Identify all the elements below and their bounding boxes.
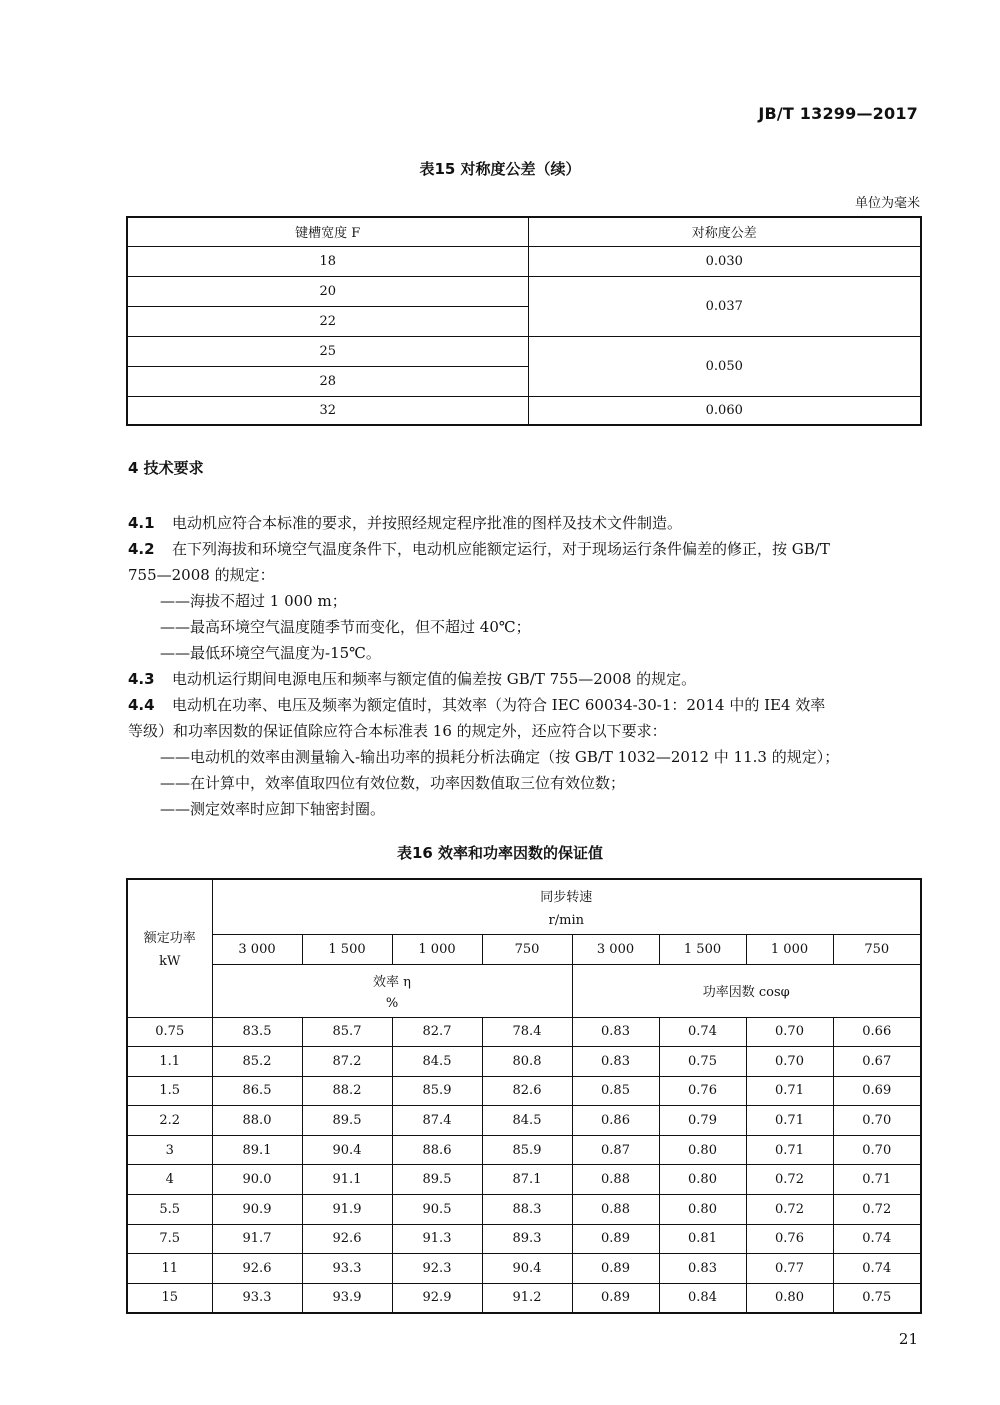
efficiency-cell: 85.9 — [392, 1076, 482, 1106]
table-row — [127, 1224, 921, 1254]
power-factor-cell: 0.81 — [659, 1224, 746, 1254]
rated-power-cell: 1.5 — [127, 1076, 212, 1106]
power-factor-cell: 0.70 — [746, 1017, 833, 1047]
efficiency-cell: 91.1 — [302, 1165, 392, 1195]
power-factor-cell: 0.83 — [659, 1254, 746, 1284]
speed-value: 750 — [833, 934, 921, 964]
efficiency-cell: 84.5 — [392, 1047, 482, 1077]
table15-caption: 表15 对称度公差（续） — [419, 160, 581, 178]
efficiency-cell: 91.2 — [482, 1283, 572, 1313]
power-factor-cell: 0.69 — [833, 1076, 921, 1106]
section-4-title: 4 技术要求 — [128, 459, 204, 477]
clause-number: 4.1 — [128, 514, 155, 532]
power-factor-cell: 0.89 — [572, 1283, 659, 1313]
efficiency-cell: 80.8 — [482, 1047, 572, 1077]
efficiency-cell: 88.0 — [212, 1106, 302, 1136]
clause-text: 电动机运行期间电源电压和频率与额定值的偏差按 GB/T 755—2008 的规定。 — [172, 670, 697, 688]
power-factor-cell: 0.71 — [833, 1165, 921, 1195]
efficiency-cell: 92.6 — [212, 1254, 302, 1284]
rated-power-cell: 3 — [127, 1135, 212, 1165]
efficiency-cell: 90.9 — [212, 1195, 302, 1225]
efficiency-cell: 92.3 — [392, 1254, 482, 1284]
clause-4-4 — [128, 694, 825, 715]
clause-number: 4.2 — [128, 540, 155, 558]
list-item: ——最低环境空气温度为-15℃。 — [160, 644, 381, 662]
power-factor-cell: 0.83 — [572, 1017, 659, 1047]
efficiency-cell: 92.9 — [392, 1283, 482, 1313]
table15-header-tolerance: 对称度公差 — [528, 217, 921, 246]
efficiency-cell: 90.0 — [212, 1165, 302, 1195]
power-factor-cell: 0.67 — [833, 1047, 921, 1077]
speed-header — [212, 879, 921, 934]
speed-value: 1 500 — [302, 934, 392, 964]
table15 — [126, 216, 922, 426]
speed-value: 1 500 — [659, 934, 746, 964]
power-factor-cell: 0.72 — [833, 1195, 921, 1225]
rated-power-cell: 2.2 — [127, 1106, 212, 1136]
power-factor-cell: 0.88 — [572, 1165, 659, 1195]
clause-text: 电动机在功率、电压及频率为额定值时，其效率（为符合 IEC 60034-30-1：2014 中的 IE4 效率 — [172, 696, 826, 714]
efficiency-cell: 83.5 — [212, 1017, 302, 1047]
power-factor-cell: 0.74 — [659, 1017, 746, 1047]
clause-number: 4.4 — [128, 696, 155, 714]
table-row — [127, 1076, 921, 1106]
efficiency-cell: 93.3 — [212, 1283, 302, 1313]
efficiency-header — [212, 964, 572, 1017]
efficiency-cell: 93.9 — [302, 1283, 392, 1313]
table-row — [127, 1195, 921, 1225]
table15-cell: 20 — [127, 276, 528, 306]
clause-4-2 — [128, 538, 830, 559]
efficiency-cell: 91.3 — [392, 1224, 482, 1254]
document-id: JB/T 13299—2017 — [758, 104, 918, 123]
table15-cell: 0.030 — [528, 246, 921, 276]
clause-4-3 — [128, 668, 696, 689]
rated-power-cell: 1.1 — [127, 1047, 212, 1077]
efficiency-cell: 85.2 — [212, 1047, 302, 1077]
table16-body — [127, 1017, 921, 1313]
speed-value: 750 — [482, 934, 572, 964]
power-factor-cell: 0.74 — [833, 1254, 921, 1284]
power-factor-cell: 0.80 — [746, 1283, 833, 1313]
clause-text: 电动机应符合本标准的要求，并按照经规定程序批准的图样及技术文件制造。 — [172, 514, 683, 532]
power-factor-cell: 0.70 — [746, 1047, 833, 1077]
power-factor-cell: 0.71 — [746, 1076, 833, 1106]
efficiency-cell: 90.5 — [392, 1195, 482, 1225]
table15-cell: 0.037 — [528, 276, 921, 336]
efficiency-cell: 89.3 — [482, 1224, 572, 1254]
efficiency-cell: 88.2 — [302, 1076, 392, 1106]
power-factor-cell: 0.76 — [746, 1224, 833, 1254]
power-factor-cell: 0.72 — [746, 1195, 833, 1225]
power-factor-cell: 0.87 — [572, 1135, 659, 1165]
table16 — [126, 878, 922, 1314]
table-row — [127, 1283, 921, 1313]
speed-value: 1 000 — [746, 934, 833, 964]
power-factor-cell: 0.75 — [659, 1047, 746, 1077]
speed-value: 3 000 — [212, 934, 302, 964]
efficiency-cell: 78.4 — [482, 1017, 572, 1047]
rated-power-cell: 5.5 — [127, 1195, 212, 1225]
efficiency-cell: 89.5 — [392, 1165, 482, 1195]
table-row — [127, 1106, 921, 1136]
power-factor-cell: 0.70 — [833, 1106, 921, 1136]
power-factor-cell: 0.80 — [659, 1165, 746, 1195]
rated-power-cell: 15 — [127, 1283, 212, 1313]
efficiency-cell: 82.6 — [482, 1076, 572, 1106]
rated-power-cell: 0.75 — [127, 1017, 212, 1047]
table15-cell: 28 — [127, 366, 528, 396]
rated-power-cell: 7.5 — [127, 1224, 212, 1254]
table15-cell: 18 — [127, 246, 528, 276]
efficiency-cell: 93.3 — [302, 1254, 392, 1284]
rated-power-header — [127, 879, 212, 1017]
power-factor-cell: 0.76 — [659, 1076, 746, 1106]
efficiency-cell: 88.3 — [482, 1195, 572, 1225]
power-factor-cell: 0.66 — [833, 1017, 921, 1047]
efficiency-cell: 91.7 — [212, 1224, 302, 1254]
efficiency-cell: 86.5 — [212, 1076, 302, 1106]
clause-text-continued: 等级）和功率因数的保证值除应符合本标准表 16 的规定外，还应符合以下要求： — [128, 722, 667, 740]
efficiency-cell: 89.5 — [302, 1106, 392, 1136]
clause-text-continued: 755—2008 的规定： — [128, 566, 275, 584]
table15-cell: 25 — [127, 336, 528, 366]
speed-unit: r/min — [548, 912, 584, 928]
list-item: ——测定效率时应卸下轴密封圈。 — [160, 800, 386, 818]
rated-power-label: 额定功率 — [143, 931, 196, 947]
power-factor-cell: 0.83 — [572, 1047, 659, 1077]
table-row — [127, 1135, 921, 1165]
efficiency-cell: 89.1 — [212, 1135, 302, 1165]
table15-cell: 32 — [127, 396, 528, 425]
efficiency-cell: 87.2 — [302, 1047, 392, 1077]
power-factor-cell: 0.84 — [659, 1283, 746, 1313]
power-factor-cell: 0.89 — [572, 1224, 659, 1254]
table15-cell: 0.050 — [528, 336, 921, 396]
power-factor-cell: 0.86 — [572, 1106, 659, 1136]
page-number: 21 — [898, 1330, 918, 1348]
table15-cell: 0.060 — [528, 396, 921, 425]
power-factor-cell: 0.88 — [572, 1195, 659, 1225]
power-factor-cell: 0.77 — [746, 1254, 833, 1284]
efficiency-cell: 92.6 — [302, 1224, 392, 1254]
rated-power-cell: 4 — [127, 1165, 212, 1195]
list-item: ——在计算中，效率值取四位有效位数，功率因数值取三位有效位数； — [160, 774, 626, 792]
efficiency-unit: % — [385, 995, 399, 1011]
table15-cell: 22 — [127, 306, 528, 336]
speed-value: 3 000 — [572, 934, 659, 964]
power-factor-header: 功率因数 cosφ — [572, 964, 921, 1017]
power-factor-cell: 0.71 — [746, 1135, 833, 1165]
speed-label: 同步转速 — [540, 889, 593, 905]
list-item: ——海拔不超过 1 000 m； — [160, 592, 347, 610]
list-item: ——电动机的效率由测量输入-输出功率的损耗分析法确定（按 GB/T 1032—2012 中 11.3 的规定）； — [160, 748, 840, 766]
table-row — [127, 1017, 921, 1047]
efficiency-cell: 90.4 — [302, 1135, 392, 1165]
clause-4-1 — [128, 512, 682, 533]
power-factor-cell: 0.79 — [659, 1106, 746, 1136]
power-factor-cell: 0.75 — [833, 1283, 921, 1313]
power-factor-cell: 0.89 — [572, 1254, 659, 1284]
power-factor-cell: 0.80 — [659, 1135, 746, 1165]
power-factor-cell: 0.70 — [833, 1135, 921, 1165]
speed-value: 1 000 — [392, 934, 482, 964]
rated-power-cell: 11 — [127, 1254, 212, 1284]
efficiency-cell: 85.7 — [302, 1017, 392, 1047]
efficiency-cell: 84.5 — [482, 1106, 572, 1136]
table15-header-width: 键槽宽度 F — [127, 217, 528, 246]
table16-caption: 表16 效率和功率因数的保证值 — [396, 844, 604, 862]
efficiency-label: 效率 η — [373, 974, 411, 990]
list-item: ——最高环境空气温度随季节而变化，但不超过 40℃； — [160, 618, 531, 636]
efficiency-cell: 88.6 — [392, 1135, 482, 1165]
rated-power-unit: kW — [159, 954, 181, 970]
efficiency-cell: 91.9 — [302, 1195, 392, 1225]
table15-unit: 单位为毫米 — [854, 196, 920, 211]
power-factor-cell: 0.74 — [833, 1224, 921, 1254]
table-row — [127, 1254, 921, 1284]
efficiency-cell: 85.9 — [482, 1135, 572, 1165]
power-factor-cell: 0.72 — [746, 1165, 833, 1195]
clause-text: 在下列海拔和环境空气温度条件下，电动机应能额定运行，对于现场运行条件偏差的修正，按 GB/T — [172, 540, 830, 558]
table-row — [127, 1047, 921, 1077]
efficiency-cell: 87.4 — [392, 1106, 482, 1136]
power-factor-cell: 0.71 — [746, 1106, 833, 1136]
power-factor-cell: 0.80 — [659, 1195, 746, 1225]
efficiency-cell: 87.1 — [482, 1165, 572, 1195]
clause-number: 4.3 — [128, 670, 155, 688]
efficiency-cell: 90.4 — [482, 1254, 572, 1284]
power-factor-cell: 0.85 — [572, 1076, 659, 1106]
table-row — [127, 1165, 921, 1195]
efficiency-cell: 82.7 — [392, 1017, 482, 1047]
